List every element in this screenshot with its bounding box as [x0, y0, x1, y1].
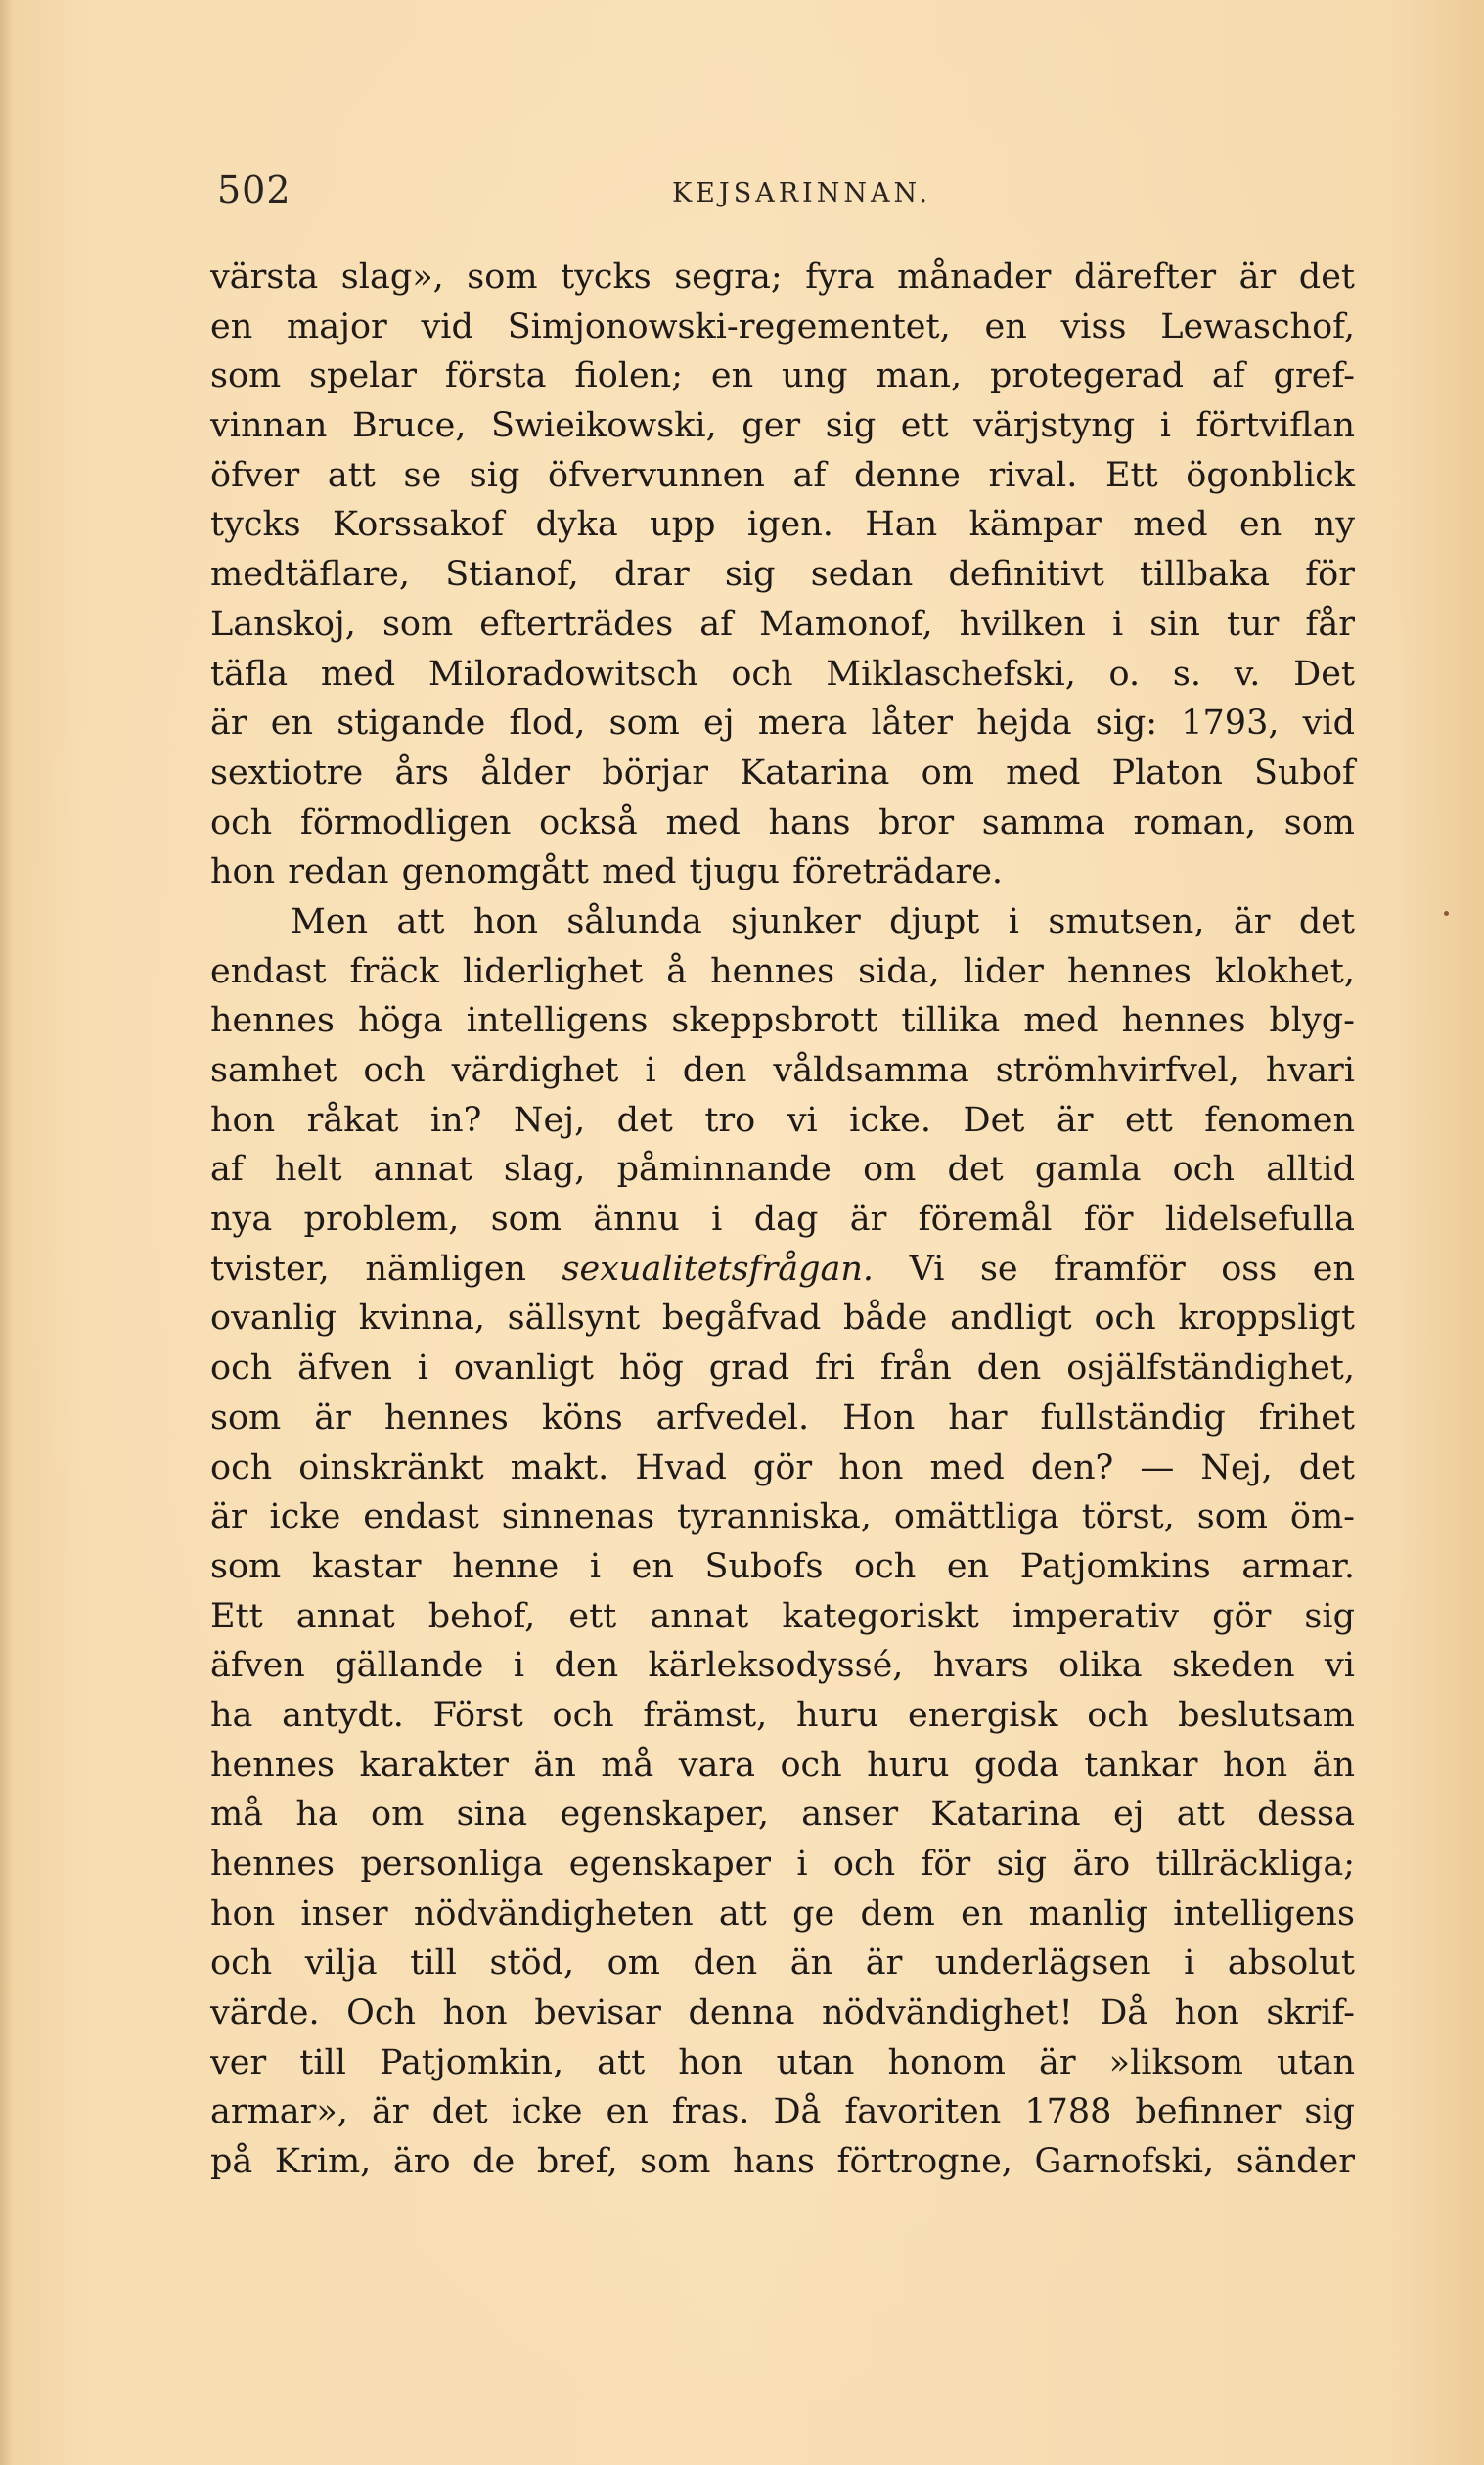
text-line: Ett annat behof, ett annat kategoriskt imperativ gör sig [210, 1596, 1355, 1636]
text-line: tycks Korssakof dyka upp igen. Han kämpar med en ny [210, 505, 1355, 545]
text-line: hennes höga intelligens skeppsbrott tillika med hennes blyg- [210, 1001, 1355, 1041]
text-line: må ha om sina egenskaper, anser Katarina ej att dessa [210, 1795, 1355, 1835]
text-line: hennes karakter än må vara och huru goda tankar hon än [210, 1745, 1355, 1785]
text-line: och förmodligen också med hans bror samma roman, som [210, 802, 1355, 843]
text-line: hon inser nödvändigheten att ge dem en manlig intelligens [210, 1894, 1355, 1934]
text-line: och äfven i ovanligt hög grad fri från den osjälfständighet, [210, 1348, 1355, 1389]
body-text [210, 252, 1355, 2187]
text-line: värde. Och hon bevisar denna nödvändighet! Då hon skrif- [210, 1993, 1355, 2033]
text-line: som är hennes köns arfvedel. Hon har fullständig frihet [210, 1397, 1355, 1438]
text-line: värsta slag», som tycks segra; fyra månader därefter är det [210, 257, 1355, 297]
text-line: af helt annat slag, påminnande om det gamla och alltid [210, 1150, 1355, 1190]
page-edge-shadow [0, 0, 14, 2465]
running-head [217, 168, 1362, 227]
text-line: öfver att se sig öfvervunnen af denne rival. Ett ögonblick [210, 455, 1355, 495]
text-line: nya problem, som ännu i dag är föremål för lidelsefulla [210, 1200, 1355, 1240]
text-line: en major vid Simjonowski-regementet, en viss Lewaschof, [210, 306, 1355, 346]
text-line: som spelar första fiolen; en ung man, protegerad af gref- [210, 356, 1355, 396]
italic-term: sexualitetsfrågan. [562, 1249, 875, 1289]
text-line: hon redan genomgått med tjugu företrädare. [210, 852, 1004, 892]
text-line: ovanlig kvinna, sällsynt begåfvad både andligt och kroppsligt [210, 1299, 1355, 1339]
text-fragment: Vi se framför oss en [874, 1249, 1355, 1289]
text-line: sextiotre års ålder börjar Katarina om med Platon Subof [210, 753, 1355, 793]
text-line: ha antydt. Först och främst, huru energisk och beslutsam [210, 1695, 1355, 1735]
text-line: äfven gällande i den kärleksodyssé, hvars olika skeden vi [210, 1646, 1355, 1686]
text-line-with-italic [210, 1245, 1355, 1295]
text-line: Lanskoj, som efterträdes af Mamonof, hvilken i sin tur får [210, 604, 1355, 644]
text-line: hon råkat in? Nej, det tro vi icke. Det är ett fenomen [210, 1100, 1355, 1140]
text-line: är icke endast sinnenas tyranniska, omättliga törst, som öm- [210, 1497, 1355, 1537]
page-number: 502 [217, 168, 292, 211]
text-line: medtäflare, Stianof, drar sig sedan definitivt tillbaka för [210, 555, 1355, 595]
paper-speck [1444, 911, 1449, 916]
text-line: täfla med Miloradowitsch och Miklaschefski, o. s. v. Det [210, 654, 1355, 694]
text-line: som kastar henne i en Subofs och en Patjomkins armar. [210, 1546, 1355, 1586]
running-title: KEJSARINNAN. [672, 178, 931, 208]
paragraph-1 [210, 252, 1355, 897]
text-line: och vilja till stöd, om den än är underlägsen i absolut [210, 1943, 1355, 1984]
text-line: är en stigande flod, som ej mera låter hejda sig: 1793, vid [210, 704, 1355, 744]
text-line: vinnan Bruce, Swieikowski, ger sig ett värjstyng i förtviflan [210, 406, 1355, 446]
text-line: ver till Patjomkin, att hon utan honom är »liksom utan [210, 2042, 1355, 2082]
text-line: samhet och värdighet i den våldsamma strömhvirfvel, hvari [210, 1051, 1355, 1090]
text-line: och oinskränkt makt. Hvad gör hon med den? — Nej, det [210, 1447, 1355, 1487]
text-fragment: tvister, nämligen [210, 1249, 562, 1289]
text-line: endast fräck liderlighet å hennes sida, lider hennes klokhet, [210, 951, 1355, 991]
text-line: hennes personliga egenskaper i och för sig äro tillräckliga; [210, 1845, 1355, 1884]
paragraph-2 [210, 897, 1355, 2187]
text-line: på Krim, äro de bref, som hans förtrogne, Garnofski, sänder [210, 2142, 1355, 2182]
text-line: armar», är det icke en fras. Då favoriten 1788 befinner sig [210, 2092, 1355, 2132]
text-line: Men att hon sålunda sjunker djupt i smutsen, är det [291, 901, 1355, 941]
